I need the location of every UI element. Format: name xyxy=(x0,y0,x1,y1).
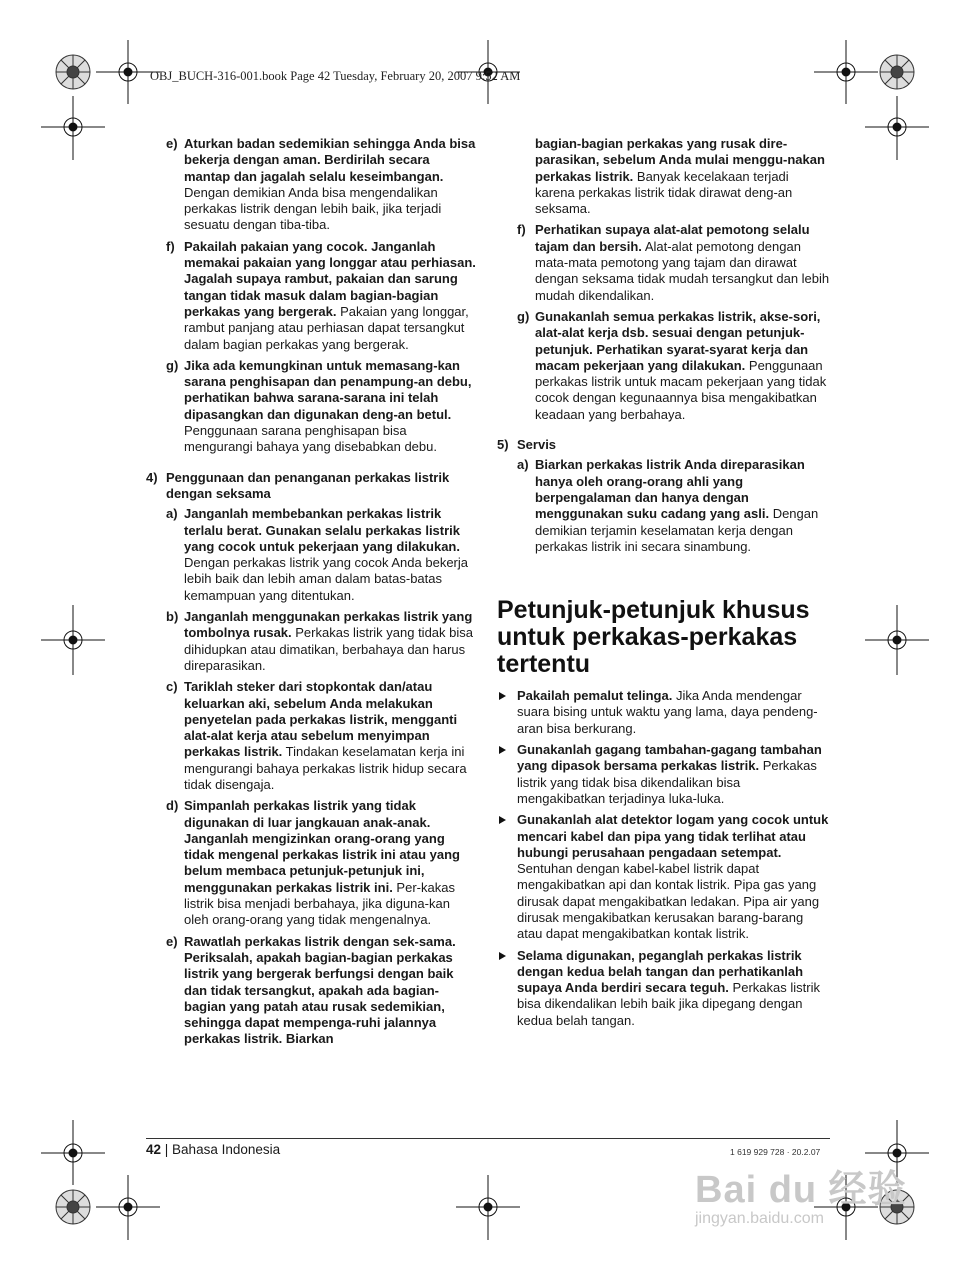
list-item xyxy=(146,934,476,1048)
item-text: Per-kakas listrik bisa menjadi berbahaya, jika diguna-kan oleh orang-orang yang tidak mengenalnya. xyxy=(184,879,455,928)
watermark-url: jingyan.baidu.com xyxy=(695,1210,824,1227)
item-letter: a) xyxy=(517,457,529,473)
item-letter: e) xyxy=(166,136,178,151)
left-column xyxy=(146,136,476,1053)
item-bold: Pakailah pemalut telinga. xyxy=(517,688,673,704)
item-text: Alat-alat pemotong dengan mata-mata pemotong yang tajam dan dirawat dengan seksama tidak mudah tersangkut dan lebih mudah dikendalikan. xyxy=(535,238,830,303)
page-number: 42 xyxy=(146,1142,162,1157)
item-text: Banyak kecelakaan terjadi karena perkakas listrik tidak dirawat deng-an seksama. xyxy=(535,168,793,217)
section-title: Servis xyxy=(517,437,557,453)
item-bold: Gunakanlah alat detektor logam yang cocok untuk mencari kabel dan pipa yang tidak terlihat atau hubungi perusahaan pengadaan setempat. xyxy=(517,812,829,860)
item-text: Tindakan keselamatan kerja ini mengurangi bahaya perkakas listrik hidup secara tidak disengaja. xyxy=(184,744,467,792)
item-text: Penggunaan sarana penghisapan bisa mengurangi bahaya yang disebabkan debu. xyxy=(184,423,437,455)
item-letter: f) xyxy=(517,222,526,238)
item-letter: c) xyxy=(166,679,178,695)
item-letter: d) xyxy=(166,798,179,814)
bullet-item xyxy=(497,948,830,1029)
item-letter: g) xyxy=(517,308,530,324)
item-text: Perkakas listrik bisa dikendalikan lebih baik jika dipegang dengan kedua belah tangan. xyxy=(517,980,820,1028)
item-bold: Simpanlah perkakas listrik yang tidak digunakan di luar jangkauan anak-anak. Janganlah mengizinkan orang-orang yang tidak mengenal perkakas listrik ini atau yang belum membaca petunjuk-petunjuk ini, menggunakan perkakas listrik ini. xyxy=(184,798,460,895)
bullet-item xyxy=(497,742,830,807)
list-item xyxy=(497,309,830,423)
triangle-bullet-icon xyxy=(499,816,506,824)
item-bold: Gunakanlah gagang tambahan-gagang tambahan yang dipasok bersama perkakas listrik. xyxy=(517,742,822,774)
section-number: 5) xyxy=(497,437,509,453)
list-item xyxy=(497,222,830,303)
footer-separator: | xyxy=(161,1142,173,1157)
section-heading xyxy=(497,437,830,453)
bullet-item xyxy=(497,812,830,942)
item-text: Perkakas listrik yang tidak bisa dikendalikan bisa mengakibatkan terjadinya luka-luka. xyxy=(517,758,817,806)
item-letter: a) xyxy=(166,506,178,522)
item-bold: Jika ada kemungkinan untuk memasang-kan sarana penghisapan dan penampung-an debu, perhatikan bahwa sarana-sarana ini telah dipasangkan dan digunakan deng-an betul. xyxy=(184,357,472,422)
section-title-large: Petunjuk-petunjuk khusus untuk perkakas-perkakas tertentu xyxy=(497,596,810,679)
footer-page-info xyxy=(146,1142,280,1157)
list-item xyxy=(146,506,476,604)
item-bold: Tariklah steker dari stopkontak dan/atau keluarkan aki, sebelum Anda melakukan penyetelan pada perkakas listrik, mengganti alat-alat kerja atau sebelum menyimpan perkakas listrik. xyxy=(184,679,458,760)
footer-language: Bahasa Indonesia xyxy=(172,1142,281,1157)
triangle-bullet-icon xyxy=(499,952,506,960)
footer-divider xyxy=(146,1138,830,1139)
item-bold: Pakailah pakaian yang cocok. Janganlah memakai pakaian yang longgar atau perhiasan. Jagalah supaya rambut, pakaian dan sarung tangan tidak masuk dalam bagian-bagian perkakas yang bergerak. xyxy=(184,238,476,319)
triangle-bullet-icon xyxy=(499,692,506,700)
item-text: Dengan demikian terjamin keselamatan kerja dengan perkakas listrik ini secara sinambung. xyxy=(535,506,819,554)
item-text: Sentuhan dengan kabel-kabel listrik dapat mengakibatkan api dan kontak listrik. Pipa gas yang dirusak dapat mengakibatkan ledakan. Pipa air yang dirusak mengakibatkan kerusakan barang-barang atau dapat mengakibatkan kontak listrik. xyxy=(517,861,820,942)
list-item xyxy=(146,798,476,928)
item-bold: Rawatlah perkakas listrik dengan sek-sama. Periksalah, apakah bagian-bagian perkakas listrik yang bergerak berfungsi dengan baik dan tidak tersangkut, apakah ada bagian-bagian yang patah atau rusak sedemikian, sehingga dapat mempenga-ruhi jalannya perkakas listrik. Biarkan xyxy=(184,933,456,1047)
item-bold: Perhatikan supaya alat-alat pemotong selalu tajam dan bersih. xyxy=(535,222,810,254)
list-item xyxy=(146,358,476,456)
item-text: Pakaian yang longgar, rambut panjang atau perhiasan dapat tersangkut dalam bagian perkakas yang bergerak. xyxy=(184,303,469,352)
item-bold: Gunakanlah semua perkakas listrik, akse-sori, alat-alat kerja dsb. sesuai dengan petunjuk-petunjuk. Perhatikan syarat-syarat kerja dan macam pekerjaan yang dilakukan. xyxy=(535,308,821,373)
watermark xyxy=(695,1158,907,1227)
item-letter: f) xyxy=(166,238,175,254)
item-bold: Aturkan badan sedemikian sehingga Anda bisa bekerja dengan aman. Berdirilah secara mantap dan jagalah selalu keseimbangan. xyxy=(184,136,476,184)
item-letter: e) xyxy=(166,933,178,949)
bullet-item xyxy=(497,688,830,737)
item-bold: Biarkan perkakas listrik Anda direparasikan hanya oleh orang-orang ahli yang berpengalaman dan hanya dengan menggunakan suku cadang yang asli. xyxy=(535,457,805,522)
item-letter: b) xyxy=(166,609,179,625)
list-item xyxy=(146,136,476,234)
item-bold: bagian-bagian perkakas yang rusak dire-parasikan, sebelum Anda mulai menggu-nakan perkakas listrik. xyxy=(535,136,825,184)
list-item xyxy=(146,239,476,353)
item-text: Dengan perkakas listrik yang cocok Anda bekerja lebih baik dan lebih aman dalam batas-batas kemampuan yang ditentukan. xyxy=(184,555,468,603)
section-title: Penggunaan dan penanganan perkakas listrik dengan seksama xyxy=(166,469,450,501)
item-text: Dengan demikian Anda bisa mengendalikan perkakas listrik dengan lebih baik, jika terjadi sesuatu dengan tiba-tiba. xyxy=(184,184,442,233)
section-number: 4) xyxy=(146,469,158,485)
footer-code: 1 619 929 728 · 20.2.07 xyxy=(730,1147,821,1157)
triangle-bullet-icon xyxy=(499,746,506,754)
item-bold: Janganlah menggunakan perkakas listrik yang tombolnya rusak. xyxy=(184,609,473,641)
watermark-brand: Bai du 经验 xyxy=(695,1169,907,1211)
list-item xyxy=(146,679,476,793)
right-column xyxy=(497,136,830,1034)
item-text: Jika Anda mendengar suara bising untuk waktu yang lama, daya pendeng-aran bisa berkurang. xyxy=(517,688,818,736)
section-heading xyxy=(146,470,476,503)
list-item xyxy=(497,457,830,555)
book-header: OBJ_BUCH-316-001.book Page 42 Tuesday, February 20, 2007 9:52 AM xyxy=(150,69,521,83)
item-bold: Selama digunakan, peganglah perkakas listrik dengan kedua belah tangan dan perhatikanlah supaya Anda berdiri secara teguh. xyxy=(517,947,804,996)
list-item-continuation xyxy=(497,136,830,217)
item-bold: Janganlah membebankan perkakas listrik terlalu berat. Gunakan selalu perkakas listrik yang cocok untuk pekerjaan yang dilakukan. xyxy=(184,506,461,554)
item-letter: g) xyxy=(166,357,179,373)
item-text: Penggunaan perkakas listrik untuk macam pekerjaan yang tidak cocok dengan kegunaannya bisa mengakibatkan keadaan yang berbahaya. xyxy=(535,357,827,422)
item-text: Perkakas listrik yang tidak bisa dihidupkan atau dimatikan, berbahaya dan harus direparasikan. xyxy=(184,625,473,673)
list-item xyxy=(146,609,476,674)
